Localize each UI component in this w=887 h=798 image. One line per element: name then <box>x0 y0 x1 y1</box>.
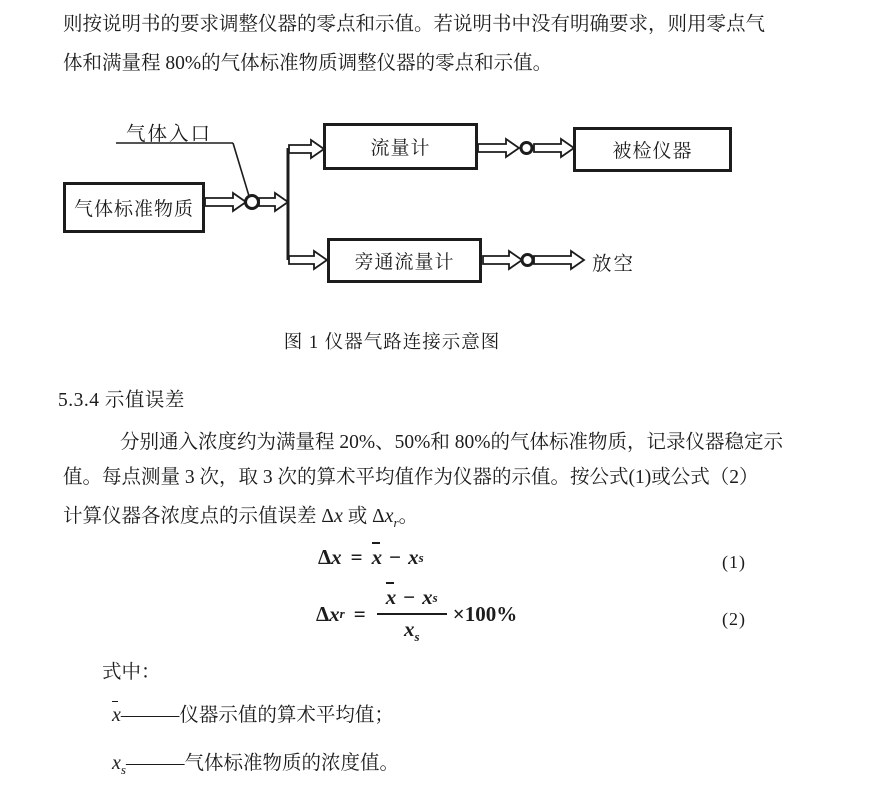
note-xs-text: ———气体标准物质的浓度值。 <box>125 753 399 774</box>
vent-label: 放空 <box>592 254 636 275</box>
delta-xr-var: x <box>384 505 394 527</box>
inlet-leader-line <box>233 143 249 196</box>
flow-arrow-icon <box>534 251 584 269</box>
bypass-flow-meter-box-label: 旁通流量计 <box>354 252 455 273</box>
bypass-flow-meter-box <box>327 238 482 283</box>
equals-sign: = <box>350 545 363 569</box>
delta-x-var: x <box>333 505 343 527</box>
x-s-var: x <box>408 545 419 569</box>
s-subscript: s <box>414 629 420 645</box>
xbar-symbol: x <box>112 704 121 726</box>
flow-meter-box <box>323 123 478 170</box>
paragraph-top-line2: 体和满量程 80%的气体标准物质调整仪器的零点和示值。 <box>63 53 553 74</box>
x-var: x <box>331 545 342 569</box>
minus-sign: − <box>389 545 402 569</box>
flow-arrow-icon <box>534 139 574 157</box>
x-var: x <box>329 601 340 626</box>
note-xbar-text: ———仪器示值的算术平均值； <box>120 705 394 726</box>
flow-arrow-icon <box>478 139 519 157</box>
equation-number-2: (2) <box>722 609 746 629</box>
device-under-test-box <box>573 127 732 172</box>
delta-xr-subscript: r <box>393 514 399 530</box>
inlet-label: 气体入口 <box>126 124 213 145</box>
delta-x-symbol: Δ <box>321 506 334 527</box>
x-s-var: x <box>422 585 433 609</box>
device-under-test-box-label: 被检仪器 <box>612 141 693 162</box>
times-sign: × <box>452 601 465 626</box>
x-bar-var: x <box>371 545 383 569</box>
equation-number-1: (1) <box>722 552 746 572</box>
valve-icon <box>521 143 532 154</box>
section-para-line2: 值。每点测量 3 次，取 3 次的算术平均值作为仪器的示值。按公式(1)或公式（2） <box>63 467 759 488</box>
valve-icon <box>522 255 533 266</box>
flow-arrow-icon <box>289 251 327 269</box>
valve-icon <box>246 196 259 209</box>
paragraph-top-line1: 则按说明书的要求调整仪器的零点和示值。若说明书中没有明确要求，则用零点气 <box>63 14 766 35</box>
delta-symbol: Δ <box>318 545 332 569</box>
percent-value: 100% <box>464 601 518 626</box>
figure-caption: 图 1 仪器气路连接示意图 <box>283 333 501 353</box>
flow-arrow-icon <box>289 140 324 158</box>
minus-sign: − <box>403 585 416 609</box>
delta-symbol: Δ <box>316 601 330 626</box>
gas-standard-box-label: 气体标准物质 <box>73 199 194 220</box>
s-subscript: s <box>418 549 424 565</box>
line3-or: 或 <box>347 506 368 527</box>
flow-arrow-icon <box>259 193 288 211</box>
flow-arrow-icon <box>483 251 522 269</box>
flow-meter-box-label: 流量计 <box>370 138 431 159</box>
gas-standard-box <box>63 182 205 233</box>
equals-sign: = <box>353 601 366 626</box>
section-para-line1: 分别通入浓度约为满量程 20%、50%和 80%的气体标准物质，记录仪器稳定示 <box>120 432 783 453</box>
xs-subscript: s <box>120 761 126 777</box>
where-label: 式中： <box>102 662 161 683</box>
flow-arrow-icon <box>205 193 246 211</box>
line3-period: 。 <box>398 506 419 527</box>
delta-xr-symbol: Δ <box>372 506 385 527</box>
line3-prefix: 计算仪器各浓度点的示值误差 <box>63 506 317 527</box>
section-heading: 5.3.4 示值误差 <box>58 390 185 411</box>
xs-symbol: x <box>112 752 121 774</box>
r-subscript: r <box>339 606 345 622</box>
s-subscript: s <box>432 589 438 605</box>
x-s-var: x <box>403 617 415 641</box>
x-bar-var: x <box>385 585 397 609</box>
